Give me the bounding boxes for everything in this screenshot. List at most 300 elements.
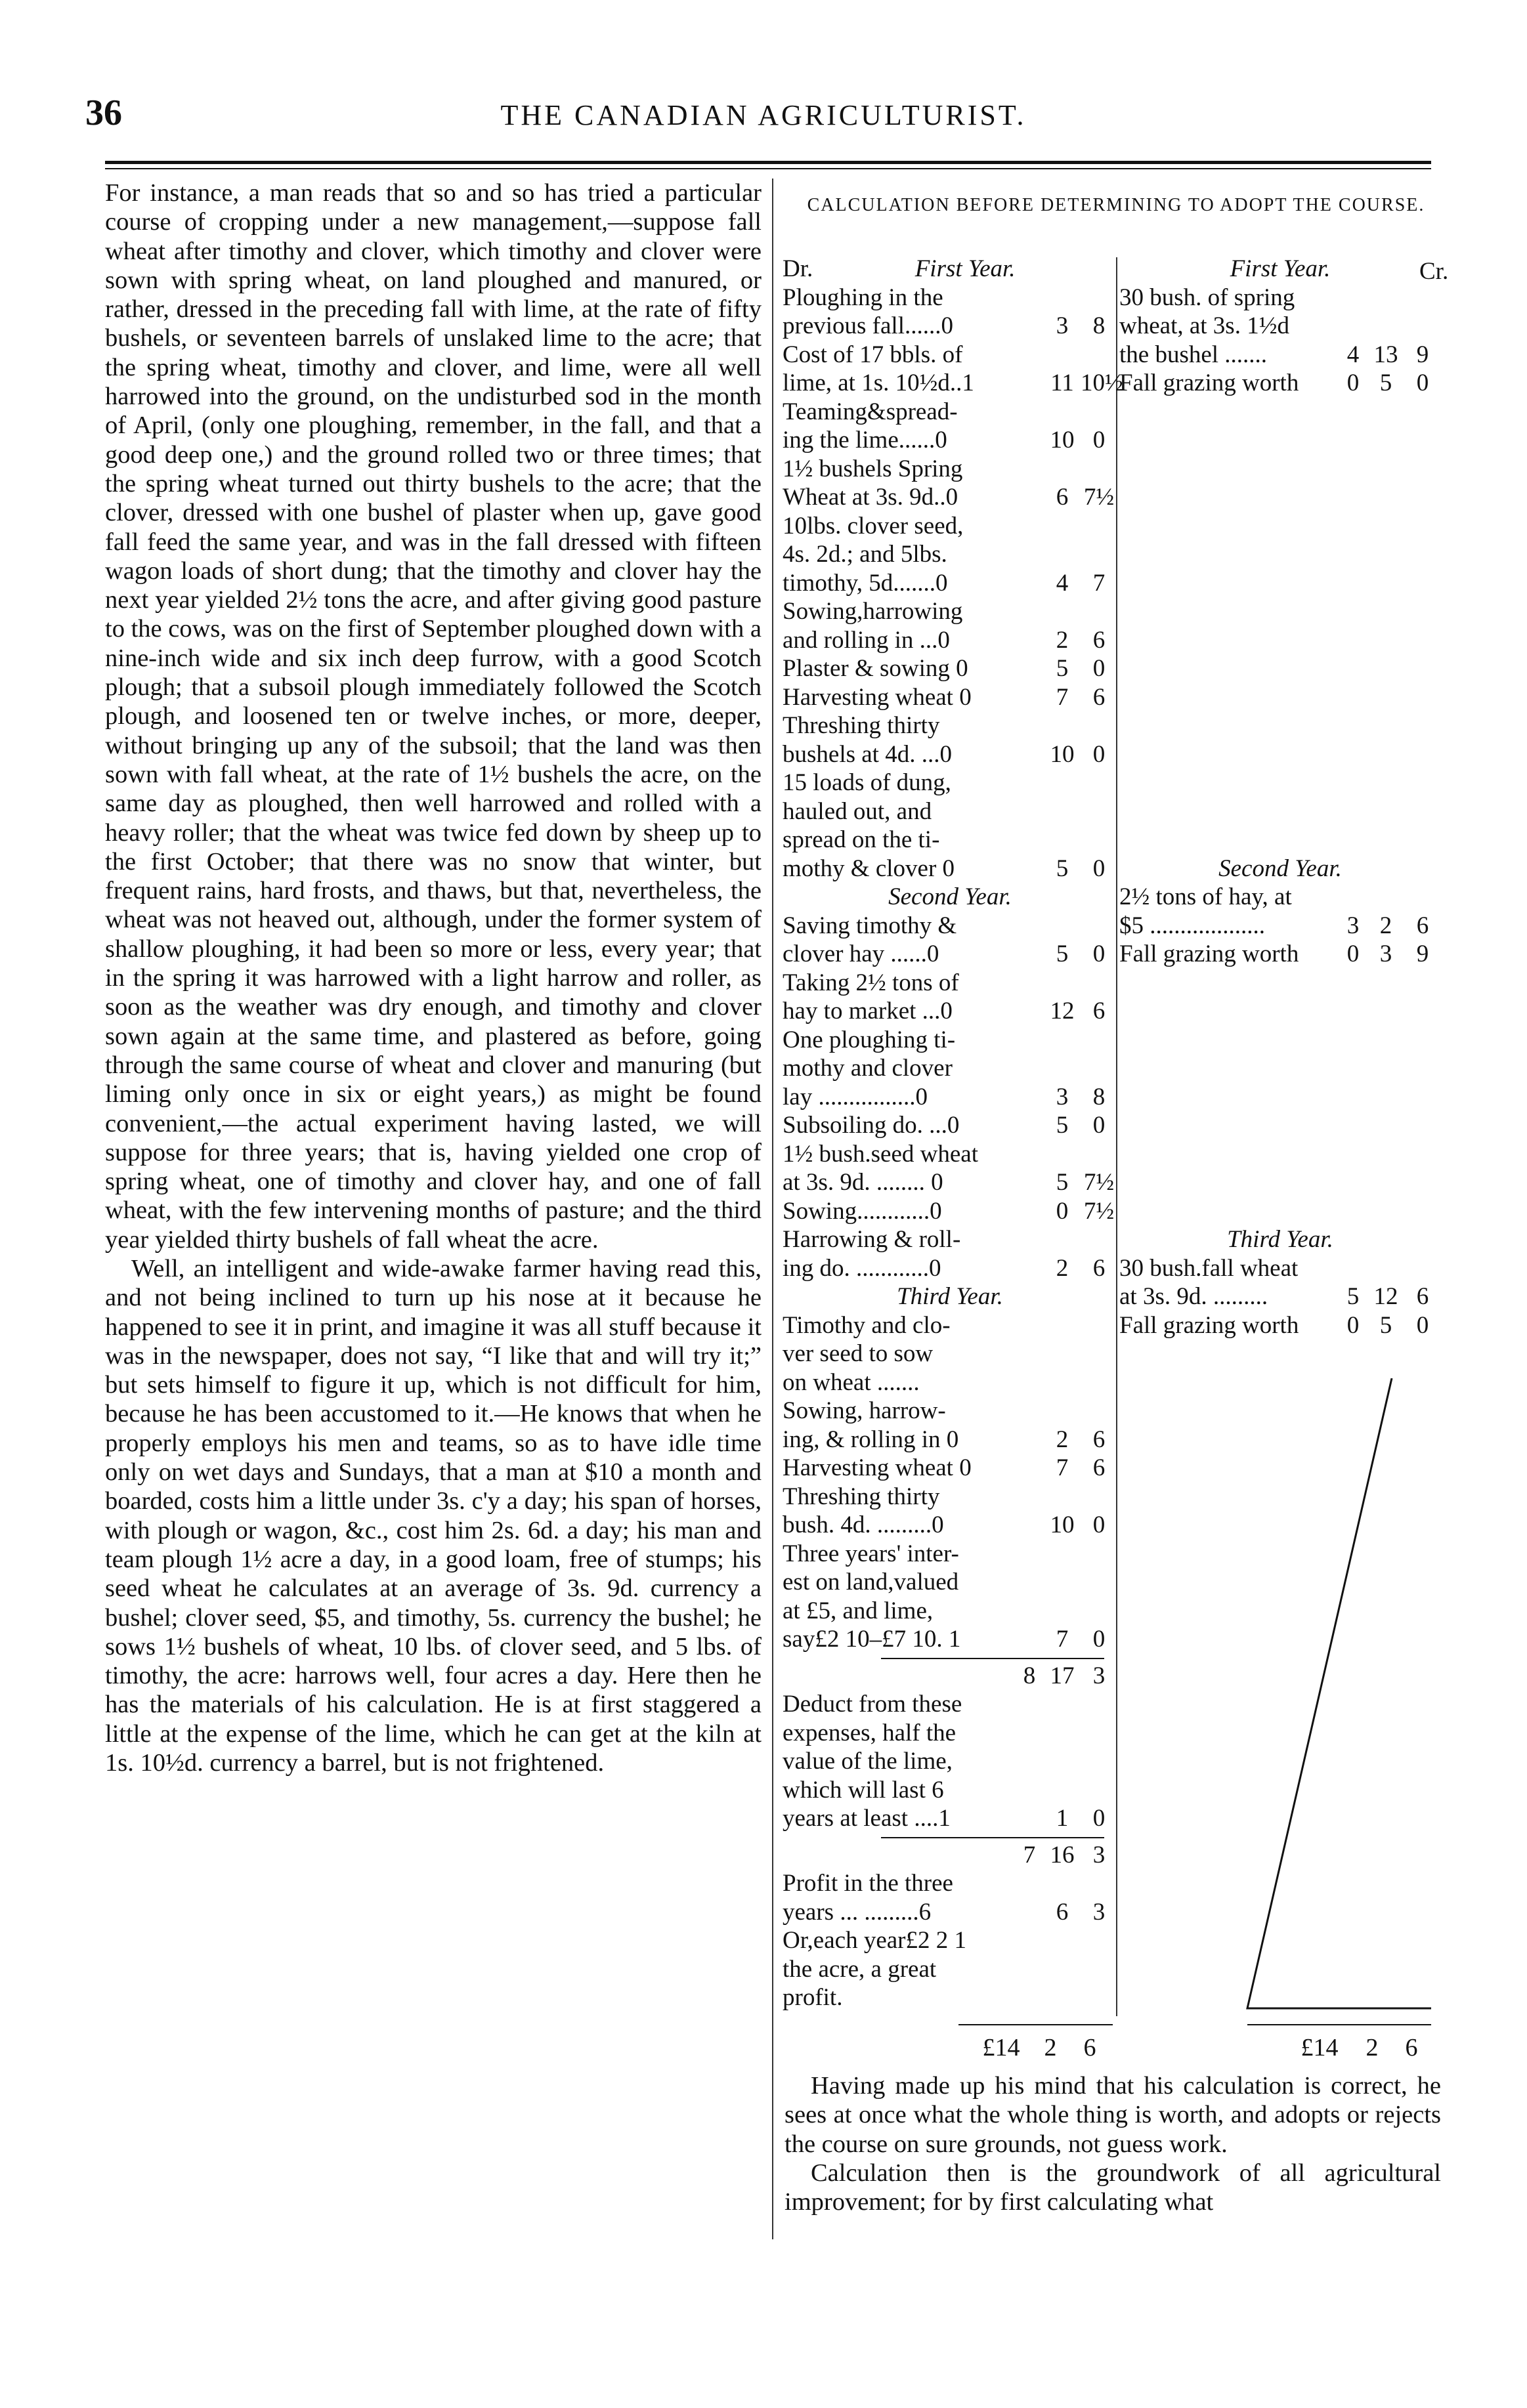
ledger-row [783,426,1117,455]
spacer [1119,969,1441,1226]
item-pence: 6 [1092,683,1106,711]
item-shillings: 3 [1379,940,1392,967]
ledger-row [1119,883,1441,912]
credit-column [1119,255,1441,1340]
item-shillings [1367,312,1404,341]
ledger-row [1119,912,1441,940]
item-description: mothy and clover [783,1055,953,1082]
credit-label: Cr. [1419,258,1449,285]
item-shillings [1044,969,1081,998]
item-shillings: 5 [1379,1311,1392,1339]
item-description: 1½ bushels Spring [783,455,963,482]
item-pence [1081,1568,1117,1597]
item-pence [1081,1955,1117,1984]
item-description: Profit in the three [783,1870,953,1897]
total-pounds: £14 [982,2034,1020,2061]
item-description: 10lbs. clover seed, [783,512,964,539]
item-shillings: 3 [1056,1083,1069,1110]
ledger-row [783,540,1117,569]
item-shillings [1044,1311,1081,1340]
item-pence [1081,1926,1117,1955]
ledger-row [783,769,1117,797]
ledger-row [783,912,1117,940]
item-pence [1081,1140,1117,1169]
item-description: Threshing thirty [783,712,940,739]
item-pence: 3 [1092,1898,1106,1926]
item-pence [1081,797,1117,826]
item-description: on wheat ....... [783,1368,920,1396]
ledger-row [783,1898,1117,1927]
item-shillings: 11 [1050,370,1074,396]
item-shillings [1367,883,1404,912]
item-pounds: 4 [1346,341,1360,368]
item-description: 1½ bush.seed wheat [783,1140,978,1168]
debit-header [783,255,1117,284]
item-pence [1081,512,1117,541]
item-description: the bushel ....... [1119,341,1268,368]
item-pence: 0 [1416,370,1429,396]
item-shillings [1044,597,1081,626]
item-pence [1081,912,1117,940]
year-heading: First Year. [1230,255,1331,282]
item-shillings [1044,1397,1081,1426]
item-description: at 3s. 9d. ........ 0 [783,1169,943,1196]
item-description: Teaming&spread- [783,398,958,425]
item-shillings: 12 [1050,998,1075,1024]
item-description: One ploughing ti- [783,1026,956,1053]
ledger-row [783,312,1117,341]
year-heading: Third Year. [897,1283,1003,1310]
item-pence: 6 [1092,1454,1106,1481]
item-shillings: 7 [1056,1454,1069,1481]
spacer [1119,398,1441,855]
item-shillings: 6 [1056,1898,1069,1926]
item-pence [1081,1397,1117,1426]
item-shillings [1044,455,1081,484]
item-pence [1081,1311,1117,1340]
subtotal-shillings: 16 [1050,1841,1075,1869]
item-shillings [1044,1719,1081,1748]
item-pence [1081,711,1117,740]
item-description: bushels at 4d. ...0 [783,740,952,768]
item-pounds: 5 [1346,1283,1360,1310]
credit-total [1287,2033,1444,2062]
item-pence: 9 [1416,940,1429,967]
item-description: Harvesting wheat 0 [783,683,972,711]
item-shillings: 10 [1050,427,1075,454]
item-pence [1081,398,1117,427]
item-shillings: 7 [1056,683,1069,711]
item-pence [1081,1776,1117,1805]
item-shillings [1044,284,1081,312]
item-description: lime, at 1s. 10½d..1 [783,370,974,396]
item-pounds: 0 [1346,940,1360,967]
item-shillings: 12 [1373,1283,1398,1310]
ledger-row [783,1454,1117,1483]
item-pence: 0 [1092,655,1106,682]
item-pence [1081,1054,1117,1083]
subtotal-shillings: 17 [1050,1662,1075,1689]
item-description: 2½ tons of hay, at [1119,883,1292,910]
item-shillings [1044,912,1081,940]
item-pence [1081,1690,1117,1719]
item-description: Or,each year£2 2 1 [783,1927,966,1954]
subtotal-spacer [783,1841,1015,1870]
ledger-row [783,1926,1117,1955]
item-description: clover hay ......0 [783,940,939,967]
item-pounds [1339,1254,1367,1283]
paragraph: Having made up his mind that his calculation is correct, he sees at once what the whole thing is worth, and adopts or rejects the course on sure grounds, not guess work. [785,2072,1441,2158]
item-shillings: 5 [1056,655,1069,682]
item-shillings [1044,1026,1081,1055]
ledger-row [783,1804,1117,1833]
subtotal-row [783,1662,1117,1691]
item-description: Sowing, harrow- [783,1397,946,1424]
item-shillings: 2 [1379,912,1392,939]
item-description: mothy & clover 0 [783,855,955,882]
item-shillings [1367,284,1404,312]
item-pence: 6 [1416,1283,1429,1310]
paragraph: Calculation then is the groundwork of all agricultural improvement; for by first calculating what [785,2159,1441,2216]
item-shillings: 2 [1056,1426,1069,1453]
item-pence: 6 [1092,1426,1106,1453]
item-description: Harrowing & roll- [783,1226,961,1253]
item-shillings: 5 [1379,370,1392,396]
ledger-row [783,940,1117,969]
item-pence [1404,1254,1441,1283]
item-pence: 0 [1416,1311,1429,1339]
item-shillings: 7 [1056,1626,1069,1653]
year-heading: Second Year. [888,883,1012,910]
item-pence [1081,1719,1117,1748]
ledger-row [783,740,1117,769]
item-shillings [1044,540,1081,569]
ledger-row [1119,284,1441,312]
item-description: Threshing thirty [783,1483,940,1510]
item-shillings: 10 [1050,1511,1075,1538]
item-shillings [1044,512,1081,541]
ledger-row [1119,940,1441,969]
item-pence: 6 [1092,626,1106,654]
item-pence [1081,1368,1117,1397]
item-shillings [1044,1054,1081,1083]
item-pounds: 0 [1346,1311,1360,1339]
item-pence [1081,284,1117,312]
ledger-row [783,1026,1117,1055]
item-description: bush. 4d. .........0 [783,1511,944,1538]
item-pence [1081,969,1117,998]
item-description: Fall grazing worth [1119,1311,1299,1339]
ledger-row [783,512,1117,541]
item-shillings: 1 [1056,1805,1069,1832]
ledger-row [783,654,1117,683]
ledger-row [783,1719,1117,1748]
total-shillings: 2 [1044,2034,1057,2061]
subtotal-pounds: 7 [1023,1841,1036,1869]
item-pounds [1339,883,1367,912]
total-shillings: 2 [1366,2034,1379,2061]
item-description: Taking 2½ tons of [783,969,959,996]
item-description: Ploughing in the [783,284,943,311]
item-description: ing the lime......0 [783,427,947,454]
subtotal-pence: 3 [1092,1841,1106,1869]
item-description: value of the lime, [783,1748,953,1775]
item-pence: 0 [1092,1805,1106,1832]
item-pence [1081,1026,1117,1055]
item-description: Cost of 17 bbls. of [783,341,963,368]
ledger-row [783,369,1123,398]
item-shillings: 3 [1056,312,1069,339]
item-description: 15 loads of dung, [783,769,951,796]
column-separator [772,179,773,2239]
item-pence [1081,1340,1117,1368]
item-description: ver seed to sow [783,1340,934,1367]
paragraph: For instance, a man reads that so and so has tried a particular course of cropping under a new management,—suppose fall wheat after timothy and clover, which timothy and clover were sown with spring wheat, on land ploughed and manured, or rather, dressed in the preceding fall with lime, at the rate of fifty bushels, or seventeen barrels of unslaked lime to the acre; that the spring wheat, timothy and clover, and lime, were all well harrowed into the ground, on the undisturbed sod in the month of April, (only one ploughing, remember, in the fall, and that a good deep one,) and the ground rolled two or three times; that the spring wheat turned out thirty bushels to the acre; that the clover, dressed with one bushel of plaster when up, gave good fall feed the same year, and was in the fall dressed with fifteen wagon loads of short dung; that the timothy and clover hay the next year yielded 2½ tons the acre, and after giving good pasture to the cows, was on the first of September ploughed down with a nine-inch wide and six inch deep furrow, with a good Scotch plough; that a subsoil plough immediately followed the Scotch plough, and loosened ten or twelve inches, or more, deeper, without bringing up any of the subsoil; that the land was then sown with fall wheat, at the rate of 1½ bushels the acre, on the same day as ploughed, then well harrowed and rolled with a heavy roller; that the wheat was twice fed down by sheep up to the first October; that there was no snow that winter, but frequent rains, hard frosts, and thaws, but that, nevertheless, the wheat was not heaved out, although, under the former system of shallow ploughing, it had been so more or less, every year; that in the spring it was harrowed with a light harrow and roller, as soon as the weather was dry enough, and timothy and clover sown again at the same time, and plastered as before, going through the same course of wheat and clover and manuring (but liming only once in six or eight years,) as might be found convenient,—the actual experiment having lasted, we will suppose for three years; that is, having yielded one crop of spring wheat, one of timothy and clover hay, and one of fall wheat, with the few intervening months of pasture; and the third year yielded thirty bushels of fall wheat the acre. [105,179,762,1254]
item-shillings [1044,398,1081,427]
item-description: spread on the ti- [783,826,940,853]
item-shillings [1044,711,1081,740]
item-description: which will last 6 [783,1776,944,1804]
item-pence [1081,1225,1117,1254]
item-shillings: 10 [1050,740,1075,768]
item-description: Three years' inter- [783,1540,959,1567]
ledger-row [783,483,1117,512]
item-description: at 3s. 9d. ......... [1119,1283,1268,1310]
debit-label: Dr. [783,255,813,282]
item-pence [1081,341,1117,370]
item-pounds [1339,284,1367,312]
ledger-row [783,626,1117,655]
item-description: 30 bush.fall wheat [1119,1254,1299,1282]
item-shillings [1044,1690,1081,1719]
item-pence [1081,597,1117,626]
item-pence [1081,1869,1117,1898]
ledger-row [783,826,1117,855]
item-pounds [1339,312,1367,341]
ledger-row [1119,1282,1441,1311]
item-pounds: 0 [1346,370,1360,396]
item-pence [1081,1983,1117,2012]
ledger-row [783,711,1117,740]
item-description: at £5, and lime, [783,1597,934,1624]
item-shillings [1044,769,1081,797]
item-description: Deduct from these [783,1691,962,1718]
ledger-row [783,341,1117,370]
ledger-row [783,1690,1117,1719]
item-shillings [1044,1368,1081,1397]
ledger-row [783,1140,1117,1169]
paragraph: Well, an intelligent and wide-awake farmer having read this, and not being inclined to turn up his nose at it because he happened to see it in print, and imagine it was all stuff because it was in the newspaper, does not say, “I like that and will try it;” but sets himself to figure it up, which is not difficult for him, because he has been accustomed to it.—He knows that when he properly employs his men and teams, so as to have idle time only on wet days and Sundays, that a man at $10 a month and boarded, costs him a little under 3s. c'y a day; his span of horses, with plough or wagon, &c., cost him 2s. 6d. a day; his man and team plough 1½ acre a day, in a good loam, free of stumps; his seed wheat he calculates at an average of 3s. 9d. currency a bushel; clover seed, $5, and timothy, 5s. currency the bushel; he sows 1½ bushels of wheat, 10 lbs. of clover seed, and 5 lbs. of timothy, the acre: harrows well, four acres a day. Here then he has the materials of his calculation. He is at first staggered a little at the expense of the lime, which he can get at the kiln at 1s. 10½d. currency a barrel, but is not frightened. [105,1254,762,1777]
item-description: lay ................0 [783,1083,928,1110]
sum-rule [881,1658,1104,1659]
ledger-row [783,1254,1117,1283]
subtotal-pence: 3 [1092,1662,1106,1689]
item-description: profit. [783,1984,843,2011]
item-shillings [1044,1955,1081,1984]
item-description: Wheat at 3s. 9d..0 [783,484,958,511]
item-pence [1404,883,1441,912]
running-title: THE CANADIAN AGRICULTURIST. [500,99,1027,131]
debit-total [972,2033,1116,2062]
ledger-row [1119,1311,1441,1340]
item-pence: 0 [1092,1626,1106,1653]
item-shillings [1044,1340,1081,1368]
item-pence: 10½ [1081,370,1123,396]
item-pence: 7½ [1083,1197,1115,1225]
ledger-row [783,1197,1117,1226]
item-pence: 8 [1092,1083,1106,1110]
ledger-row [783,1776,1117,1805]
total-rule-debit [958,2024,1113,2025]
item-pence [1081,1597,1117,1626]
item-pence [1081,1483,1117,1511]
item-pence: 6 [1092,1254,1106,1282]
item-pence: 6 [1092,998,1106,1024]
item-description: 30 bush. of spring [1119,284,1295,311]
ledger-row [783,1869,1117,1898]
year-heading: Third Year. [1227,1226,1333,1253]
year-heading: Second Year. [1218,855,1342,882]
item-description: say£2 10–£7 10. 1 [783,1626,961,1653]
item-pence: 7½ [1083,484,1115,511]
ledger-row [783,1340,1117,1368]
total-rule-credit [1247,2024,1431,2025]
item-description: timothy, 5d.......0 [783,569,948,597]
item-pence: 7 [1092,569,1106,597]
ledger-row [783,1083,1117,1112]
ledger-row [783,398,1117,427]
item-shillings: 2 [1056,626,1069,654]
item-pence: 6 [1416,912,1429,939]
page-number: 36 [85,93,122,133]
item-description: Sowing............0 [783,1197,942,1225]
subtotal-row [783,1841,1117,1870]
ledger-row [783,1368,1117,1397]
sum-rule [881,1837,1104,1838]
ledger-row [783,797,1117,826]
item-shillings: 5 [1056,940,1069,967]
item-description: $5 ................... [1119,912,1265,939]
ledger-row [783,284,1117,312]
item-shillings [1044,1483,1081,1511]
item-shillings: 0 [1056,1197,1069,1225]
item-pence [1404,312,1441,341]
total-pounds: £14 [1301,2034,1339,2061]
item-description: Harvesting wheat 0 [783,1454,972,1481]
item-pounds: 3 [1346,912,1360,939]
item-description: est on land,valued [783,1569,959,1595]
item-pence [1081,540,1117,569]
item-pence [1081,455,1117,484]
item-description: years at least ....1 [783,1805,951,1832]
ledger-row [783,597,1117,626]
header-rule-thick [105,161,1431,164]
ledger-row [783,455,1117,484]
item-description: Saving timothy & [783,912,957,939]
ledger-row [783,969,1117,998]
item-shillings: 5 [1056,1169,1069,1196]
ledger-row [1119,341,1441,370]
item-pence: 9 [1416,341,1429,368]
item-description: ing, & rolling in 0 [783,1426,959,1453]
ledger-row [783,1426,1117,1454]
item-pence [1081,1747,1117,1776]
item-pence [1081,826,1117,855]
item-pence: 8 [1092,312,1106,339]
ledger-row [783,1983,1117,2012]
subtotal-spacer [783,1662,1015,1691]
item-shillings [1044,1540,1081,1569]
item-pence: 0 [1092,1112,1106,1139]
ledger-row [783,1311,1117,1340]
item-description: the acre, a great [783,1955,937,1983]
item-description: hauled out, and [783,797,932,825]
item-description: Sowing,harrowing [783,598,963,625]
item-description: previous fall......0 [783,312,953,339]
item-shillings: 6 [1056,484,1069,511]
item-description: expenses, half the [783,1719,957,1746]
item-shillings [1044,826,1081,855]
item-description: hay to market ...0 [783,998,953,1024]
item-pence: 0 [1092,1511,1106,1538]
item-shillings [1044,1568,1081,1597]
item-shillings: 13 [1373,341,1398,368]
item-description: Fall grazing worth [1119,370,1299,396]
item-shillings [1044,341,1081,370]
item-description: Subsoiling do. ...0 [783,1112,960,1139]
ledger-row [783,1168,1117,1197]
ledger-row [783,1054,1117,1083]
right-column-text [785,2071,1441,2216]
item-shillings [1044,1225,1081,1254]
item-shillings: 5 [1056,855,1069,882]
item-description: wheat, at 3s. 1½d [1119,312,1289,339]
item-description: 4s. 2d.; and 5lbs. [783,541,947,568]
ledger-row [783,1540,1117,1569]
item-shillings [1044,1776,1081,1805]
item-description: Timothy and clo- [783,1311,951,1339]
item-shillings [1367,1254,1404,1283]
ledger-row [783,1511,1117,1540]
subtotal-pounds: 8 [1023,1662,1036,1689]
ledger-row [783,683,1117,712]
ledger-row [783,1568,1117,1597]
item-pence: 0 [1092,855,1106,882]
debit-column [783,255,1123,2012]
ledger-row [783,1747,1117,1776]
item-description: ing do. ............0 [783,1254,941,1282]
ledger-row [783,1597,1117,1626]
item-shillings [1044,1597,1081,1626]
item-pence [1081,1540,1117,1569]
calculation-heading: CALCULATION BEFORE DETERMINING TO ADOPT THE COURSE. [807,195,1425,215]
total-pence: 6 [1405,2034,1418,2061]
year-heading: First Year. [914,255,1016,282]
item-pence: 0 [1092,740,1106,768]
ledger-row [783,1111,1117,1140]
item-pence [1081,769,1117,797]
item-pence: 0 [1092,427,1106,454]
item-shillings: 5 [1056,1112,1069,1139]
left-column [105,179,762,1777]
item-pence: 0 [1092,940,1106,967]
item-description: Plaster & sowing 0 [783,655,968,682]
ledger-row [783,855,1117,883]
ledger-row [783,1397,1117,1426]
item-pence [1404,284,1441,312]
ledger-row [783,1225,1117,1254]
ledger-row [1119,369,1441,398]
